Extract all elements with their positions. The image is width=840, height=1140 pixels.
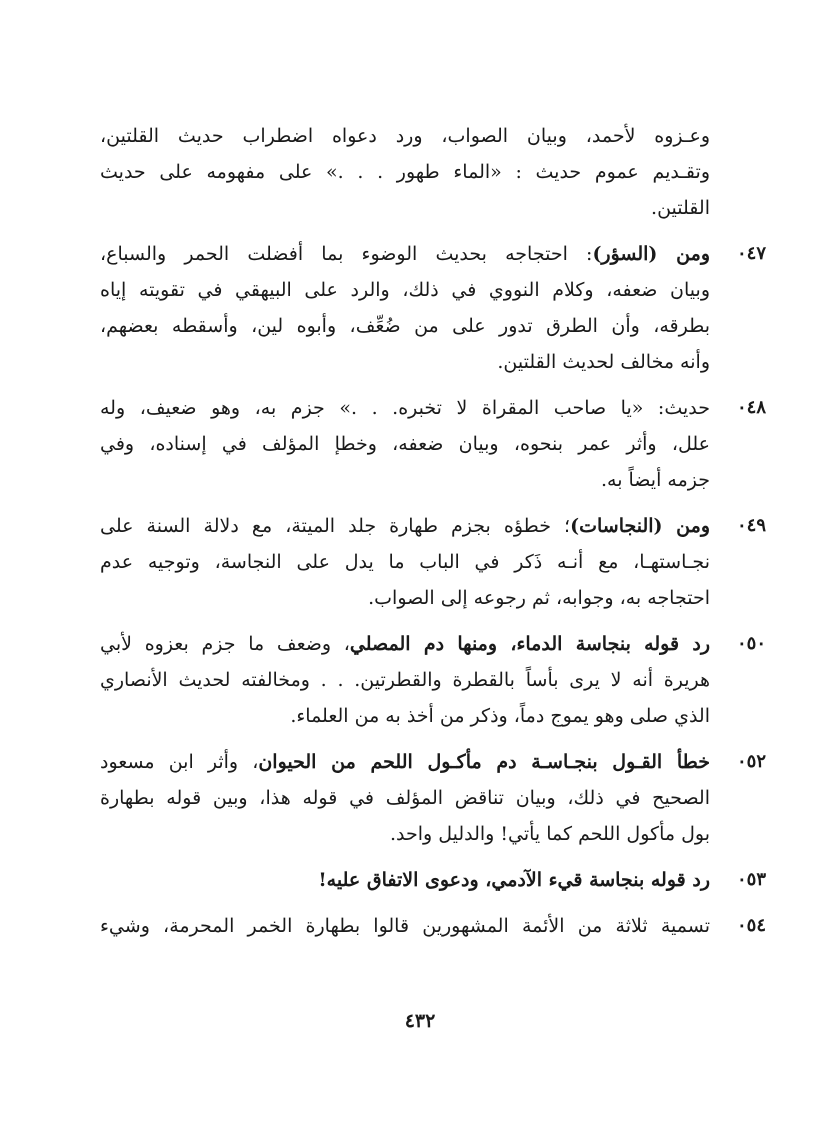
entry-number: ٠٤٧ — [737, 243, 767, 264]
entry-number: ٠٥٢ — [737, 751, 767, 772]
entry-number: ٠٥٠ — [737, 633, 767, 654]
entry-line: وأنه مخالف لحديث القلتين. — [497, 351, 710, 373]
entry-text: حديث: «يا صاحب المقراة لا تخبره. . .» جزم به، وهو ضعيف، وله — [100, 397, 710, 419]
entry-bold-lead: ومن (النجاسات) — [570, 515, 710, 537]
entry-049 — [100, 508, 767, 616]
entry-line: احتجاجه به، وجوابه، ثم رجوعه إلى الصواب. — [368, 587, 710, 609]
entry-050 — [100, 626, 767, 734]
entry-line: نجـاستهـا، مع أنـه ذَكر في الباب ما يدل على النجاسة، وتوجيه عدم — [100, 551, 710, 573]
entry-line — [100, 908, 710, 944]
entry-bold-lead: رد قوله بنجاسة الدماء، ومنها دم المصلي — [349, 633, 710, 655]
entry-line: علل، وأثر عمر بنحوه، وبيان ضعفه، وخطإ المؤلف في إسناده، وفي — [100, 433, 710, 455]
entry-line: بطرقه، وأن الطرق تدور على من ضُعِّف، وأبوه لين، وأسقطه بعضهم، — [100, 315, 710, 337]
entry-text: ، وأثر ابن مسعود — [100, 751, 259, 773]
entry-line — [100, 744, 710, 780]
entry-bold-lead: ومن (السؤر) — [592, 243, 710, 265]
entry-text: تسمية ثلاثة من الأئمة المشهورين قالوا بطهارة الخمر المحرمة، وشيء — [100, 915, 710, 937]
entry-line: الذي صلى وهو يموج دماً، وذكر من أخذ به من العلماء. — [290, 705, 710, 727]
entry-054 — [100, 908, 767, 944]
entry-047 — [100, 236, 767, 380]
page-body — [100, 118, 767, 954]
entry-line — [100, 626, 710, 662]
entry-bold-lead: رد قوله بنجاسة قيء الآدمي، ودعوى الاتفاق عليه! — [318, 869, 710, 891]
entry-line — [100, 390, 710, 426]
entry-line: هريرة أنه لا يرى بأساً بالقطرة والقطرتين. . . ومخالفته لحديث الأنصاري — [100, 669, 710, 691]
entry-number: ٠٤٨ — [737, 397, 767, 418]
entry-number: ٠٥٤ — [737, 915, 767, 936]
page-number: ٤٣٢ — [404, 1010, 436, 1032]
entry-text: ؛ خطؤه بجزم طهارة جلد الميتة، مع دلالة السنة على — [100, 515, 571, 537]
entry-line — [100, 236, 710, 272]
entry-text: ، وضعف ما جزم بعزوه لأبي — [100, 633, 350, 655]
entry-line: الصحيح في ذلك، وبيان تناقض المؤلف في قوله هذا، وبين قوله بطهارة — [100, 787, 710, 809]
entry-line: جزمه أيضاً به. — [600, 469, 710, 491]
entry-line: بول مأكول اللحم كما يأتي! والدليل واحد. — [389, 823, 710, 845]
entry-053 — [100, 862, 767, 898]
intro-paragraph — [100, 118, 710, 226]
intro-line-2: وتقـديم عموم حديث : «الماء طهور . . .» على مفهومه على حديث — [100, 161, 710, 183]
entry-line: وبيان ضعفه، وكلام النووي في ذلك، والرد على البيهقي في تقويته إياه — [100, 279, 710, 301]
entry-line — [100, 508, 710, 544]
entry-bold-lead: خطأ القـول بنجـاسـة دم مأكـول اللحم من الحيوان — [258, 751, 710, 773]
entry-052 — [100, 744, 767, 852]
intro-line-3: القلتين. — [651, 197, 710, 219]
entry-048 — [100, 390, 767, 498]
entry-line — [100, 862, 710, 898]
entry-number: ٠٤٩ — [737, 515, 767, 536]
intro-line-1: وعـزوه لأحمد، وبيان الصواب، ورد دعواه اضطراب حديث القلتين، — [100, 125, 710, 147]
entry-number: ٠٥٣ — [737, 869, 767, 890]
entry-text: : احتجاجه بحديث الوضوء بما أفضلت الحمر والسباع، — [100, 243, 593, 265]
